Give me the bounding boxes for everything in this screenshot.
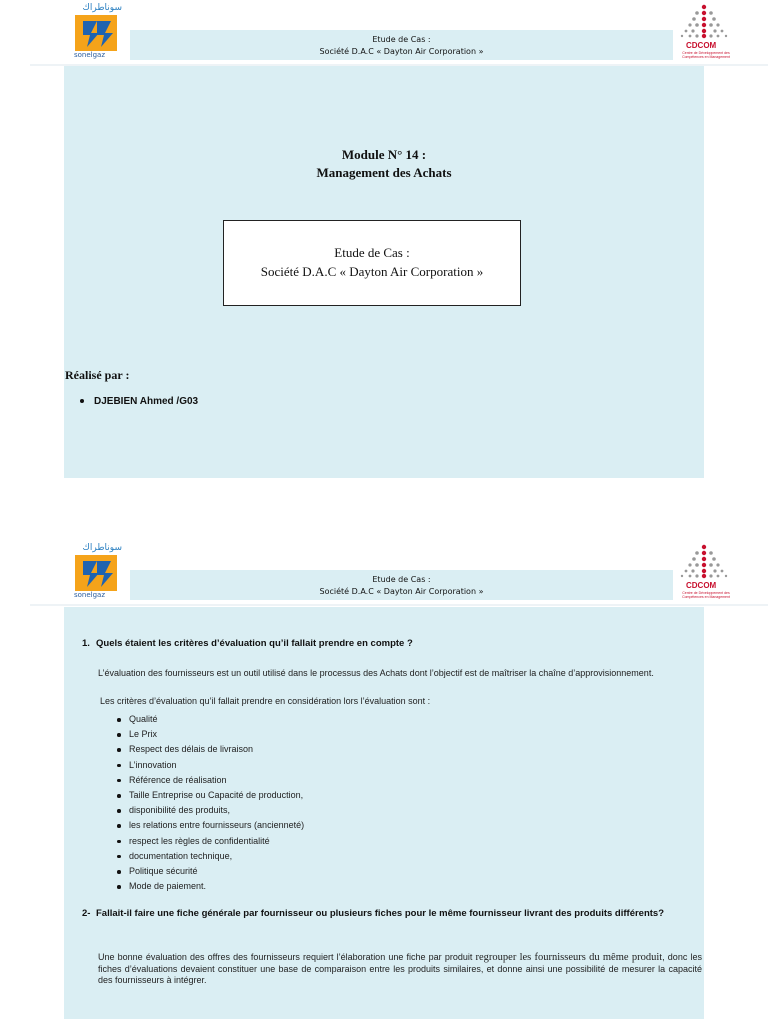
sonelgaz-logo bbox=[70, 3, 126, 63]
question-2 bbox=[82, 908, 704, 920]
header-line2: Société D.A.C « Dayton Air Corporation » bbox=[319, 47, 484, 56]
header-text bbox=[130, 574, 673, 598]
logo-arabic-text: سوناطراك bbox=[82, 543, 122, 553]
criteria-list bbox=[117, 712, 304, 894]
case-line2: Société D.A.C « Dayton Air Corporation » bbox=[260, 264, 484, 279]
author-label: Réalisé par : bbox=[65, 368, 130, 382]
logo-brand-text: sonelgaz bbox=[74, 591, 106, 599]
bullet-icon bbox=[80, 399, 84, 403]
list-item: Taille Entreprise ou Capacité de production, bbox=[117, 788, 304, 803]
header-line2: Société D.A.C « Dayton Air Corporation » bbox=[319, 587, 484, 596]
logo-arabic-text: سوناطراك bbox=[82, 3, 122, 13]
cover-page bbox=[0, 0, 768, 490]
list-item: Référence de réalisation bbox=[117, 773, 304, 788]
cdcom-logo bbox=[672, 543, 736, 603]
list-item: Politique sécurité bbox=[117, 864, 304, 879]
case-line1: Etude de Cas : bbox=[334, 245, 410, 260]
logo-subtitle: Centre de Développement des Compétences en Management bbox=[682, 591, 730, 599]
answer-2-emphasis: regrouper les fournisseurs du même produit bbox=[475, 952, 663, 963]
answer-1-intro: Les critères d’évaluation qu’il fallait prendre en considération lors l’évaluation sont : bbox=[100, 696, 431, 706]
question-1-text: Quels étaient les critères d’évaluation qu’il fallait prendre en compte ? bbox=[96, 638, 413, 649]
logo-word: CDCOM bbox=[686, 41, 717, 50]
answer-1-paragraph: L’évaluation des fournisseurs est un outil utilisé dans le processus des Achats dont l’objectif est de maîtriser la chaîne d’approvisionnement. bbox=[98, 668, 654, 678]
list-item: documentation technique, bbox=[117, 849, 304, 864]
module-name: Management des Achats bbox=[316, 165, 452, 180]
sonelgaz-mark-icon bbox=[75, 15, 117, 51]
author-item bbox=[80, 396, 198, 407]
list-item: Le Prix bbox=[117, 727, 304, 742]
list-item: L’innovation bbox=[117, 758, 304, 773]
content-page bbox=[0, 540, 768, 1024]
header-divider bbox=[30, 604, 768, 606]
answer-2-paragraph bbox=[98, 952, 702, 987]
logo-word: CDCOM bbox=[686, 581, 717, 590]
sonelgaz-logo bbox=[70, 543, 126, 603]
question-1-number: 1. bbox=[82, 638, 90, 649]
question-1 bbox=[82, 638, 413, 650]
logo-brand-text: sonelgaz bbox=[74, 51, 106, 59]
author-name: DJEBIEN Ahmed /G03 bbox=[94, 396, 199, 407]
cdcom-dots-icon bbox=[672, 3, 736, 41]
list-item: les relations entre fournisseurs (ancienneté) bbox=[117, 818, 304, 833]
cdcom-logo bbox=[672, 3, 736, 63]
question-2-number: 2- bbox=[82, 908, 91, 919]
header-text bbox=[130, 34, 673, 58]
sonelgaz-mark-icon bbox=[75, 555, 117, 591]
list-item: Qualité bbox=[117, 712, 304, 727]
module-title bbox=[64, 146, 704, 182]
logo-subtitle: Centre de Développement des Compétences en Management bbox=[682, 51, 730, 59]
case-study-box bbox=[223, 220, 521, 306]
module-number: Module N° 14 : bbox=[341, 147, 427, 162]
list-item: respect les règles de confidentialité bbox=[117, 834, 304, 849]
question-2-text: Fallait-il faire une fiche générale par fournisseur ou plusieurs fiches pour le même fournisseur livrant des produits différents? bbox=[96, 908, 665, 919]
list-item: Respect des délais de livraison bbox=[117, 742, 304, 757]
answer-2-part2: , donc les fiches d’évaluations devaient constituer une base de comparaison entre les produits similaires, et donne ainsi une possibilité de mesurer la capacité des fournisseurs à intégrer. bbox=[98, 952, 702, 985]
header-line1: Etude de Cas : bbox=[372, 35, 431, 44]
cdcom-dots-icon bbox=[672, 543, 736, 581]
header-line1: Etude de Cas : bbox=[372, 575, 431, 584]
list-item: Mode de paiement. bbox=[117, 879, 304, 894]
list-item: disponibilité des produits, bbox=[117, 803, 304, 818]
answer-2-part1: Une bonne évaluation des offres des fournisseurs requiert l’élaboration une fiche par produit bbox=[98, 952, 476, 962]
